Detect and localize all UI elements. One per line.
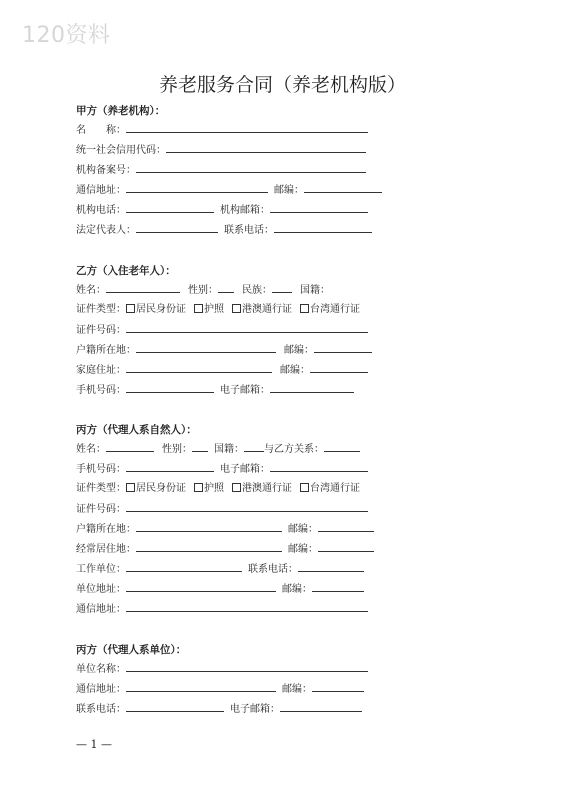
checkbox-icon <box>232 483 241 492</box>
party-a-address-field[interactable] <box>126 180 268 193</box>
party-b-postcode-label: 邮编： <box>284 345 314 356</box>
party-b-id-no-row <box>76 320 396 340</box>
party-c-id-type-row <box>76 479 396 499</box>
party-b-id-type-row <box>76 300 396 320</box>
party-c-household-field[interactable] <box>136 519 282 532</box>
party-c-contact-phone-field[interactable] <box>298 559 364 572</box>
party-b-home-postcode-label: 邮编： <box>280 365 310 376</box>
checkbox-icon <box>194 483 203 492</box>
id-type-option-passport[interactable]: 护照 <box>194 300 224 320</box>
c-id-type-option-taiwan[interactable]: 台湾通行证 <box>300 479 360 499</box>
party-c-unit-postcode-field[interactable] <box>312 679 364 692</box>
party-c-unit-email-field[interactable] <box>280 699 362 712</box>
party-b-home-address-label: 家庭住址： <box>76 365 126 376</box>
checkbox-icon <box>194 304 203 313</box>
party-b-home-postcode-field[interactable] <box>310 360 368 373</box>
party-a-email-field[interactable] <box>270 200 368 213</box>
party-b-household-label: 户籍所在地： <box>76 345 136 356</box>
party-c-unit-phone-row <box>76 699 396 719</box>
party-c-person-section <box>76 421 396 619</box>
party-a-legal-row <box>76 220 396 240</box>
party-c-work-unit-field[interactable] <box>126 559 242 572</box>
checkbox-icon <box>300 483 309 492</box>
party-a-email-label: 机构邮箱： <box>220 205 270 216</box>
party-c-residence-label: 经常居住地： <box>76 544 136 555</box>
party-c-id-no-row <box>76 499 396 519</box>
party-b-postcode-field[interactable] <box>314 340 372 353</box>
party-b-section <box>76 262 396 400</box>
party-c-unit-address-row <box>76 579 396 599</box>
party-c-mobile-row <box>76 459 396 479</box>
party-c-unit-postcode-field[interactable] <box>312 579 364 592</box>
party-a-postcode-label: 邮编： <box>274 185 304 196</box>
party-b-id-no-label: 证件号码： <box>76 325 126 336</box>
party-a-record-no-field[interactable] <box>136 160 366 173</box>
party-c-nationality-field[interactable] <box>244 439 264 452</box>
checkbox-icon <box>300 304 309 313</box>
party-b-name-label: 姓名： <box>76 285 106 296</box>
party-c-unit-address-field[interactable] <box>126 579 276 592</box>
party-a-contact-phone-field[interactable] <box>274 220 372 233</box>
party-b-name-field[interactable] <box>106 280 180 293</box>
party-a-contact-phone-label: 联系电话： <box>224 225 274 236</box>
id-type-option-id-card[interactable]: 居民身份证 <box>126 300 186 320</box>
party-c-id-type-label: 证件类型： <box>76 483 126 494</box>
party-b-id-no-field[interactable] <box>126 320 368 333</box>
party-c-unit-postcode-label: 邮编： <box>282 584 312 595</box>
party-a-phone-row <box>76 200 396 220</box>
party-b-ethnicity-label: 民族： <box>242 285 272 296</box>
party-b-home-row <box>76 360 396 380</box>
party-b-email-field[interactable] <box>270 380 354 393</box>
party-c-unit-email-label: 电子邮箱： <box>230 704 280 715</box>
party-c-unit-mail-row <box>76 679 396 699</box>
party-c-postcode-label: 邮编： <box>288 524 318 535</box>
party-a-heading: 甲方（养老机构）： <box>76 105 166 117</box>
party-c-residence-postcode-field[interactable] <box>318 539 374 552</box>
party-a-name-field[interactable] <box>126 120 368 133</box>
party-b-heading: 乙方（入住老年人）： <box>76 265 176 277</box>
party-b-nationality-label: 国籍： <box>300 285 330 296</box>
party-c-unit-name-label: 单位名称： <box>76 664 126 675</box>
page-number: — 1 — <box>76 738 112 751</box>
party-a-credit-row <box>76 140 396 160</box>
party-c-id-no-label: 证件号码： <box>76 504 126 515</box>
party-c-unit-name-row <box>76 659 396 679</box>
party-a-address-row <box>76 180 396 200</box>
party-b-id-type-label: 证件类型： <box>76 304 126 315</box>
party-c-unit-address-label: 单位地址： <box>76 584 126 595</box>
party-c-unit-mail-address-field[interactable] <box>126 679 276 692</box>
party-c-contact-phone-label: 联系电话： <box>248 564 298 575</box>
party-b-gender-label: 性别： <box>188 285 218 296</box>
party-c-unit-heading: 丙方（代理人系单位）： <box>76 644 187 656</box>
document-title: 养老服务合同（养老机构版） <box>158 74 406 96</box>
id-type-option-hk-macau[interactable]: 港澳通行证 <box>232 300 292 320</box>
party-c-household-row <box>76 519 396 539</box>
party-c-nationality-label: 国籍： <box>214 444 244 455</box>
party-b-ethnicity-field[interactable] <box>272 280 292 293</box>
party-a-postcode-field[interactable] <box>304 180 382 193</box>
c-id-type-option-id-card[interactable]: 居民身份证 <box>126 479 186 499</box>
party-c-postcode-field[interactable] <box>318 519 374 532</box>
c-id-type-option-hk-macau[interactable]: 港澳通行证 <box>232 479 292 499</box>
party-b-mobile-label: 手机号码： <box>76 385 126 396</box>
party-a-legal-rep-field[interactable] <box>136 220 218 233</box>
party-b-email-label: 电子邮箱： <box>220 385 270 396</box>
party-b-mobile-field[interactable] <box>126 380 214 393</box>
party-c-unit-section <box>76 641 396 719</box>
checkbox-icon <box>232 304 241 313</box>
watermark: 120资料 <box>22 23 111 48</box>
party-c-mobile-label: 手机号码： <box>76 464 126 475</box>
party-c-unit-contact-phone-field[interactable] <box>126 699 224 712</box>
party-c-name-label: 姓名： <box>76 444 106 455</box>
party-c-email-field[interactable] <box>270 459 368 472</box>
party-c-id-no-field[interactable] <box>126 499 368 512</box>
party-a-phone-label: 机构电话： <box>76 205 126 216</box>
party-b-home-address-field[interactable] <box>126 360 272 373</box>
party-a-name-label: 名 称： <box>76 125 126 136</box>
party-b-mobile-row <box>76 380 396 400</box>
party-a-record-row <box>76 160 396 180</box>
party-a-legal-rep-label: 法定代表人： <box>76 225 136 236</box>
party-a-address-label: 通信地址： <box>76 185 126 196</box>
party-c-mail-address-field[interactable] <box>126 599 368 612</box>
party-c-person-heading: 丙方（代理人系自然人）： <box>76 424 197 436</box>
party-c-relation-field[interactable] <box>324 439 360 452</box>
party-c-work-row <box>76 559 396 579</box>
party-b-gender-field[interactable] <box>218 280 234 293</box>
id-type-option-taiwan[interactable]: 台湾通行证 <box>300 300 360 320</box>
party-c-work-unit-label: 工作单位： <box>76 564 126 575</box>
party-a-record-no-label: 机构备案号： <box>76 165 136 176</box>
party-a-section <box>76 102 396 240</box>
party-a-phone-field[interactable] <box>126 200 214 213</box>
party-c-mail-row <box>76 599 396 619</box>
party-b-household-row <box>76 340 396 360</box>
party-c-residence-postcode-label: 邮编： <box>288 544 318 555</box>
party-b-household-field[interactable] <box>136 340 276 353</box>
party-c-name-field[interactable] <box>106 439 154 452</box>
party-c-unit-name-field[interactable] <box>126 659 368 672</box>
party-c-unit-postcode-label: 邮编： <box>282 684 312 695</box>
party-c-email-label: 电子邮箱： <box>220 464 270 475</box>
party-a-credit-code-label: 统一社会信用代码： <box>76 145 166 156</box>
party-c-gender-field[interactable] <box>192 439 208 452</box>
party-a-credit-code-field[interactable] <box>166 140 366 153</box>
party-c-unit-mail-address-label: 通信地址： <box>76 684 126 695</box>
party-c-unit-contact-phone-label: 联系电话： <box>76 704 126 715</box>
party-c-residence-field[interactable] <box>136 539 282 552</box>
party-c-mobile-field[interactable] <box>126 459 214 472</box>
party-c-relation-label: 与乙方关系： <box>264 444 324 455</box>
party-c-basic-row <box>76 439 396 459</box>
party-c-residence-row <box>76 539 396 559</box>
c-id-type-option-passport[interactable]: 护照 <box>194 479 224 499</box>
party-a-name-row <box>76 120 396 140</box>
checkbox-icon <box>126 304 135 313</box>
checkbox-icon <box>126 483 135 492</box>
party-b-basic-row <box>76 280 396 300</box>
party-c-mail-address-label: 通信地址： <box>76 604 126 615</box>
party-c-gender-label: 性别： <box>162 444 192 455</box>
party-c-household-label: 户籍所在地： <box>76 524 136 535</box>
